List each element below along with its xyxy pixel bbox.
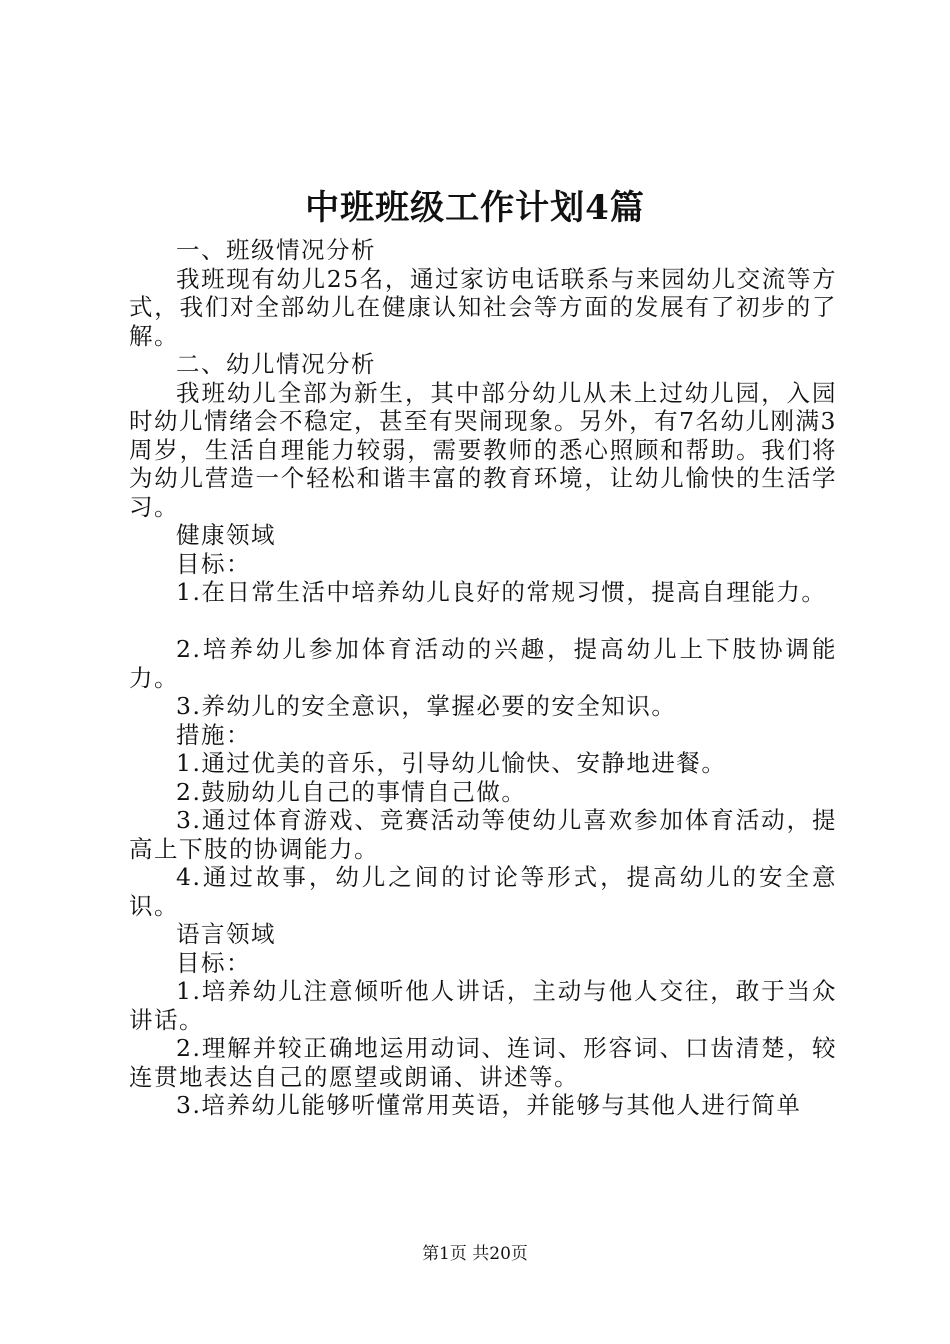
list-item: 4.通过故事，幼儿之间的讨论等形式，提高幼儿的安全意识。 bbox=[129, 863, 837, 920]
domain-heading: 健康领域 bbox=[176, 521, 276, 549]
list-item: 1.在日常生活中培养幼儿良好的常规习惯，提高自理能力。 bbox=[176, 578, 827, 606]
list-item: 2.理解并较正确地运用动词、连词、形容词、口齿清楚，较连贯地表达自己的愿望或朗诵、讲述等。 bbox=[129, 1034, 837, 1091]
page-footer: 第1页 共20页 bbox=[422, 1244, 528, 1264]
list-item: 1.培养幼儿注意倾听他人讲话，主动与他人交往，敢于当众讲话。 bbox=[129, 977, 837, 1034]
subheading: 措施： bbox=[176, 720, 251, 749]
paragraph: 我班现有幼儿25名，通过家访电话联系与来园幼儿交流等方式，我们对全部幼儿在健康认知社会等方面的发展有了初步的了解。 bbox=[129, 264, 837, 350]
section-heading: 二、幼儿情况分析 bbox=[176, 350, 376, 378]
list-item: 3.通过体育游戏、竞赛活动等使幼儿喜欢参加体育活动，提高上下肢的协调能力。 bbox=[129, 806, 837, 863]
subheading: 目标： bbox=[176, 549, 251, 578]
list-item: 1.通过优美的音乐，引导幼儿愉快、安静地进餐。 bbox=[176, 749, 727, 777]
paragraph: 我班幼儿全部为新生，其中部分幼儿从未上过幼儿园，入园时幼儿情绪会不稳定，甚至有哭闹现象。另外，有7名幼儿刚满3周岁，生活自理能力较弱，需要教师的悉心照顾和帮助。我们将为幼儿营造一个轻松和谐丰富的教育环境，让幼儿愉快的生活学习。 bbox=[129, 378, 837, 521]
list-item: 2.鼓励幼儿自己的事情自己做。 bbox=[176, 777, 527, 806]
page-title: 中班班级工作计划4篇 bbox=[305, 188, 645, 228]
list-item: 3.培养幼儿能够听懂常用英语，并能够与其他人进行简单 bbox=[176, 1091, 802, 1119]
document-body bbox=[129, 236, 837, 1120]
domain-heading: 语言领域 bbox=[176, 920, 276, 948]
section-heading: 一、班级情况分析 bbox=[176, 236, 376, 264]
list-item: 2.培养幼儿参加体育活动的兴趣，提高幼儿上下肢协调能力。 bbox=[129, 635, 837, 692]
subheading: 目标： bbox=[176, 948, 251, 977]
list-item: 3.养幼儿的安全意识，掌握必要的安全知识。 bbox=[176, 692, 677, 720]
